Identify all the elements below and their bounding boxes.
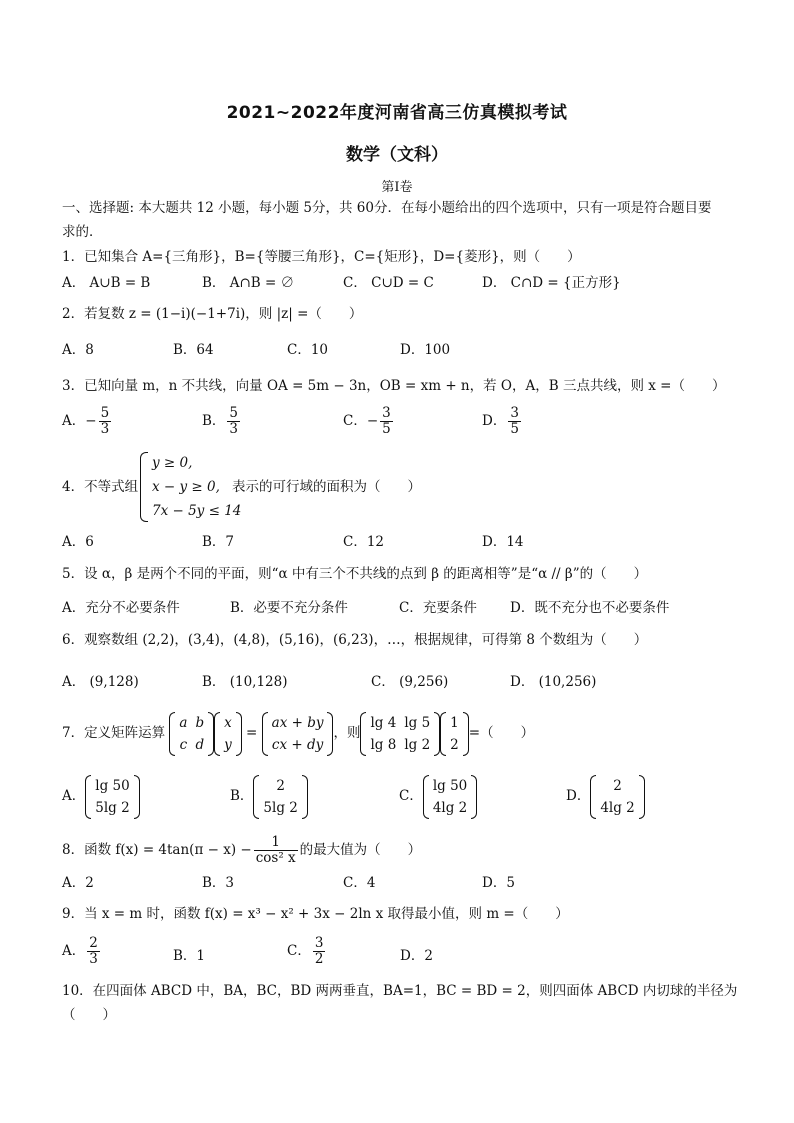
q4-option-d: D．14 — [482, 534, 524, 550]
v-x: x — [224, 714, 232, 731]
q6-option-a: A． (9,128) — [62, 674, 139, 690]
n12: lg 5 — [404, 714, 431, 731]
q2-option-a: A．8 — [62, 342, 94, 358]
q4-row-2: x − y ≥ 0, — [152, 479, 220, 495]
q8-option-a: A．2 — [62, 875, 94, 891]
q3-b-label: B． — [202, 413, 226, 429]
q1-option-d: D． C∩D = {正方形} — [482, 275, 621, 291]
a2: 5lg 2 — [95, 799, 130, 816]
q7-a-vector — [85, 775, 139, 819]
q10-stem: 10．在四面体 ABCD 中，BA，BC，BD 两两垂直，BA=1，BC = BD = 2，则四面体 ABCD 内切球的半径为 — [62, 983, 738, 999]
q7-matrix-abcd — [169, 712, 214, 756]
q3-a-fraction — [99, 406, 112, 437]
q7-suffix: =（ ） — [468, 725, 535, 741]
q3-c-num: 3 — [382, 405, 391, 421]
w2: 2 — [450, 736, 459, 753]
exam-subtitle: 数学（文科） — [346, 145, 448, 165]
q5-option-a: A．充分不必要条件 — [62, 600, 180, 616]
q3-option-d — [482, 406, 523, 437]
q3-c-fraction — [380, 406, 393, 437]
n22: lg 2 — [404, 736, 431, 753]
q1-stem: 1．已知集合 A={三角形}，B={等腰三角形}，C={矩形}，D={菱形}，则（ ） — [62, 249, 581, 265]
q8-den: cos² x — [255, 850, 296, 866]
exam-title: 2021~2022年度河南省高三仿真模拟考试 — [226, 103, 568, 123]
q7-c-vector — [423, 775, 477, 819]
q3-option-b — [202, 406, 242, 437]
q3-option-a — [62, 406, 113, 437]
m-c: c — [179, 736, 188, 753]
q2-option-b: B．64 — [173, 342, 214, 358]
q7-stem: 7．定义矩阵运算 a b c d x y = ax + by cx + dy ，则 lg 4 lg 5 lg 8 lg 2 1 2 =（ ） — [62, 709, 534, 757]
q7-option-b — [230, 772, 308, 820]
q7-prefix: 7．定义矩阵运算 — [62, 725, 166, 741]
q8-num: 1 — [254, 835, 298, 851]
q2-option-d: D．100 — [400, 342, 451, 358]
q10-paren: （ ） — [62, 1007, 116, 1023]
q4-prefix: 4．不等式组 — [62, 479, 139, 495]
q7-b-vector — [253, 775, 307, 819]
q9-option-a — [62, 936, 102, 967]
q3-option-c — [343, 406, 395, 437]
d2: 4lg 2 — [600, 799, 635, 816]
q8-suffix: 的最大值为（ ） — [299, 842, 422, 858]
q1-option-c: C． C∪D = C — [343, 275, 434, 291]
q7-vector-xy — [214, 712, 242, 756]
q5-stem: 5．设 α，β 是两个不同的平面，则“α 中有三个不共线的点到 β 的距离相等”是“α // β”的（ ） — [62, 566, 648, 582]
q4-row-1: y ≥ 0, — [152, 455, 193, 471]
instructions-line-2: 求的． — [62, 224, 103, 240]
c1: lg 50 — [432, 777, 468, 794]
v-y: y — [224, 736, 232, 753]
q3-stem: 3．已知向量 m，n 不共线，向量 OA = 5m − 3n，OB = xm + n，若 O，A，B 三点共线，则 x =（ ） — [62, 378, 726, 394]
q9-a-num: 2 — [89, 935, 98, 951]
q4-row-3: 7x − 5y ≤ 14 — [152, 503, 242, 519]
q3-d-den: 5 — [510, 421, 519, 437]
q7-option-d — [566, 772, 645, 820]
q3-a-sign: − — [85, 413, 97, 429]
q7-d-vector — [590, 775, 644, 819]
q9-c-label: C． — [287, 943, 311, 959]
q4-option-a: A．6 — [62, 534, 94, 550]
q3-c-label: C． — [343, 413, 367, 429]
q4-option-c: C．12 — [343, 534, 385, 550]
q9-a-fraction — [87, 936, 100, 967]
a1: lg 50 — [95, 777, 130, 794]
q3-d-num: 3 — [510, 405, 519, 421]
q8-option-d: D．5 — [482, 875, 515, 891]
q6-option-d: D． (10,256) — [510, 674, 597, 690]
volume-label: 第Ⅰ卷 — [381, 180, 413, 195]
q3-a-den: 3 — [100, 421, 110, 437]
instructions-line-1: 一、选择题: 本大题共 12 小题，每小题 5分，共 60分．在每小题给出的四个选项中，只有一项是符合题目要 — [62, 200, 712, 216]
q6-stem: 6．观察数组 (2,2)，(3,4)，(4,8)，(5,16)，(6,23)，…，根据规律，可得第 8 个数组为（ ） — [62, 632, 648, 648]
m-a: a — [179, 714, 188, 731]
q7-matrix-lg — [360, 712, 440, 756]
q1-option-a: A． A∪B = B — [62, 275, 151, 291]
q3-b-fraction — [227, 406, 240, 437]
q2-option-c: C．10 — [287, 342, 329, 358]
q7-option-a — [62, 772, 140, 820]
q3-d-fraction — [508, 406, 521, 437]
q7-d-label: D． — [566, 788, 591, 804]
q9-stem: 9．当 x = m 时，函数 f(x) = x³ − x² + 3x − 2ln x 取得最小值，则 m =（ ） — [62, 906, 569, 922]
q9-c-fraction — [313, 936, 326, 967]
q5-option-b: B．必要不充分条件 — [230, 600, 348, 616]
q3-a-label: A． — [62, 413, 86, 429]
n21: lg 8 — [370, 736, 397, 753]
b2: 5lg 2 — [263, 799, 298, 816]
q7-option-c — [399, 772, 477, 820]
m-b: b — [195, 714, 205, 731]
r1: ax + by — [271, 714, 324, 731]
q3-c-den: 5 — [382, 421, 391, 437]
q1-option-b: B． A∩B = ∅ — [202, 275, 295, 291]
q3-b-den: 3 — [229, 421, 239, 437]
q5-option-c: C．充要条件 — [399, 600, 477, 616]
left-brace — [140, 452, 148, 522]
m-d: d — [195, 736, 205, 753]
b1: 2 — [276, 777, 285, 794]
r2: cx + dy — [271, 736, 324, 753]
q9-option-d: D．2 — [400, 948, 433, 964]
q7-c-label: C． — [399, 788, 423, 804]
q8-prefix: 8．函数 f(x) = 4tan(π − x) − — [62, 842, 252, 858]
q8-option-c: C．4 — [343, 875, 376, 891]
d1: 2 — [613, 777, 622, 794]
w1: 1 — [450, 714, 459, 731]
q4-option-b: B．7 — [202, 534, 235, 550]
q7-a-label: A． — [62, 788, 86, 804]
q7-result-vector — [262, 712, 334, 756]
q9-option-b: B．1 — [173, 948, 206, 964]
q9-option-c — [287, 936, 327, 967]
q7-mid: ，则 — [333, 725, 361, 741]
q3-c-sign: − — [366, 413, 379, 429]
c2: 4lg 2 — [432, 799, 468, 816]
q7-b-label: B． — [230, 788, 254, 804]
q6-option-c: C． (9,256) — [371, 674, 449, 690]
q9-c-den: 2 — [314, 951, 324, 967]
q3-b-num: 5 — [229, 405, 239, 421]
q9-a-den: 3 — [89, 951, 98, 967]
q8-fraction — [254, 835, 298, 866]
q8-stem — [62, 832, 421, 868]
q5-option-d: D．既不充分也不必要条件 — [510, 600, 670, 616]
q4-suffix: 表示的可行域的面积为（ ） — [232, 479, 421, 495]
n11: lg 4 — [370, 714, 397, 731]
q7-vector-12 — [440, 712, 469, 756]
q3-d-label: D． — [482, 413, 507, 429]
q9-a-label: A． — [62, 943, 86, 959]
q8-option-b: B．3 — [202, 875, 235, 891]
q9-c-num: 3 — [314, 935, 324, 951]
q2-stem: 2．若复数 z = (1−i)(−1+7i)，则 |z| =（ ） — [62, 306, 363, 322]
q3-a-num: 5 — [100, 405, 110, 421]
q6-option-b: B． (10,128) — [202, 674, 288, 690]
